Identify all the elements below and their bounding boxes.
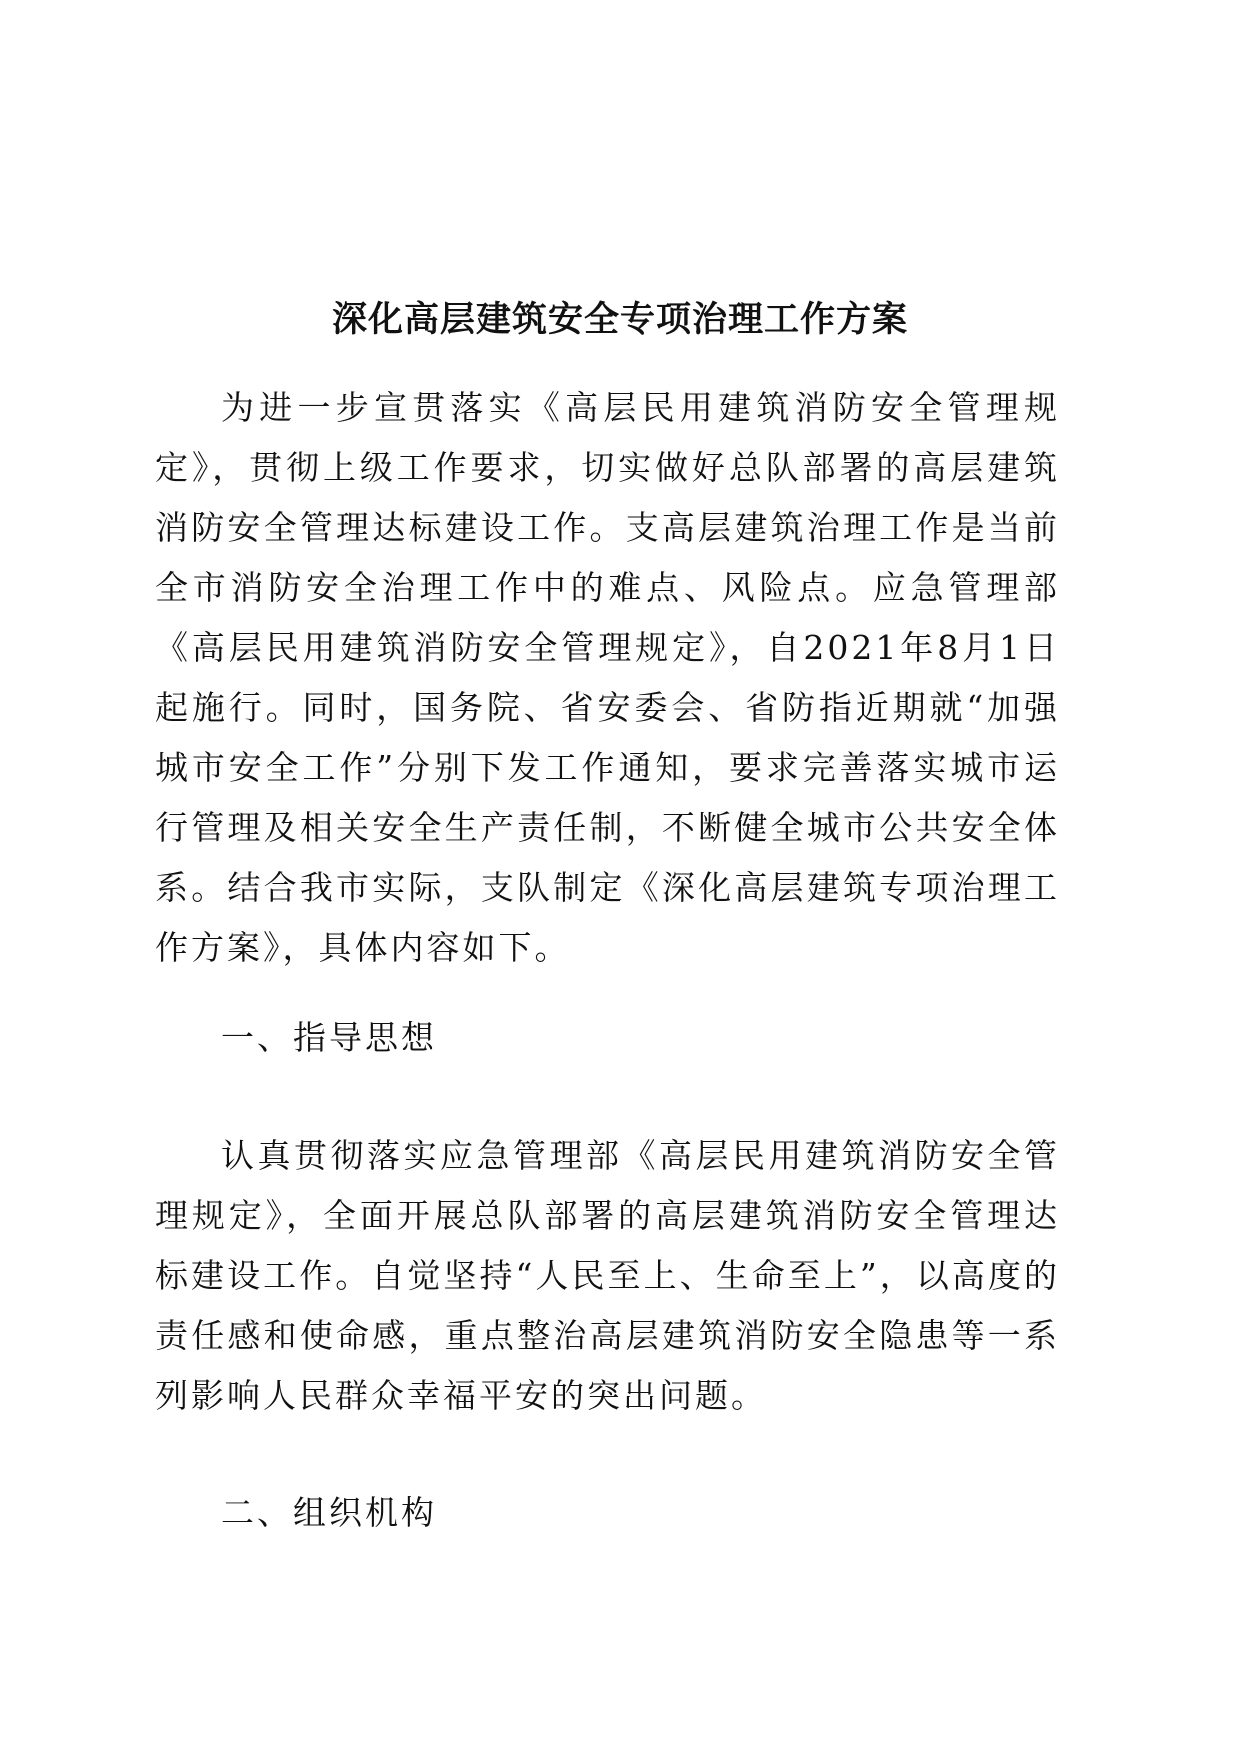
guiding-ideology-paragraph: 认真贯彻落实应急管理部《高层民用建筑消防安全管理规定》，全面开展总队部署的高层建筑消防安全管理达标建设工作。自觉坚持“人民至上、生命至上”，以高度的责任感和使命感，重点整治高层建筑消防安全隐患等一系列影响人民群众幸福平安的突出问题。 xyxy=(155,1136,1060,1415)
intro-paragraph: 为进一步宣贯落实《高层民用建筑消防安全管理规定》，贯彻上级工作要求，切实做好总队部署的高层建筑消防安全管理达标建设工作。支高层建筑治理工作是当前全市消防安全治理工作中的难点、风险点。应急管理部《高层民用建筑消防安全管理规定》，自2021年8月1日起施行。同时，国务院、省安委会、省防指近期就“加强城市安全工作”分别下发工作通知，要求完善落实城市运行管理及相关安全生产责任制，不断健全城市公共安全体系。结合我市实际，支队制定《深化高层建筑专项治理工作方案》，具体内容如下。 xyxy=(155,388,1060,967)
document-title: 深化高层建筑安全专项治理工作方案 xyxy=(331,300,908,341)
section-heading-organization: 二、组织机构 xyxy=(221,1493,437,1532)
section-heading-guiding-ideology: 一、指导思想 xyxy=(221,1018,437,1057)
